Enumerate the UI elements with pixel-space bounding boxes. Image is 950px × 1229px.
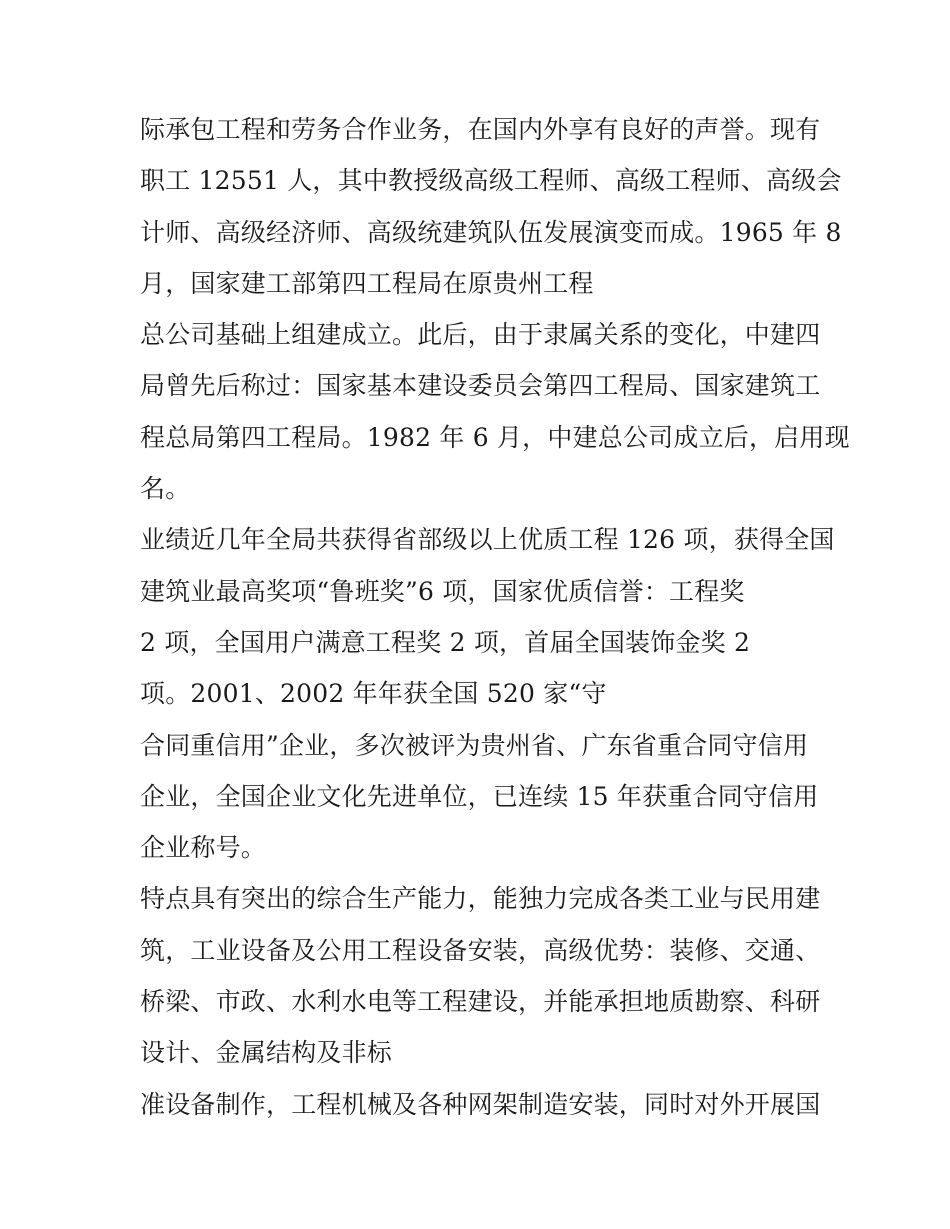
text-line: 业绩近几年全局共获得省部级以上优质工程 126 项，获得全国 bbox=[140, 525, 835, 555]
text-line: 合同重信用”企业，多次被评为贵州省、广东省重合同守信用 bbox=[140, 730, 809, 760]
text-line: 际承包工程和劳务合作业务，在国内外享有良好的声誉。现有 bbox=[140, 115, 821, 144]
text-line: 企业称号。 bbox=[140, 833, 267, 863]
text-line: 企业，全国企业文化先进单位，已连续 15 年获重合同守信用 bbox=[140, 781, 819, 811]
text-line: 局曾先后称过：国家基本建设委员会第四工程局、国家建筑工 bbox=[140, 371, 821, 401]
text-line: 项。2001、2002 年年获全国 520 家“守 bbox=[140, 679, 607, 709]
text-line: 特点具有突出的综合生产能力，能独力完成各类工业与民用建 bbox=[140, 884, 821, 914]
text-line: 程总局第四工程局。1982 年 6 月，中建总公司成立后，启用现 bbox=[140, 422, 850, 452]
text-line: 建筑业最高奖项“鲁班奖”6 项，国家优质信誉：工程奖 bbox=[140, 576, 745, 606]
text-line: 设计、金属结构及非标 bbox=[140, 1038, 393, 1068]
text-line: 2 项，全国用户满意工程奖 2 项，首届全国装饰金奖 2 bbox=[140, 627, 751, 657]
text-line: 桥梁、市政、水利水电等工程建设，并能承担地质勘察、科研 bbox=[140, 987, 821, 1017]
text-line: 筑，工业设备及公用工程设备安装，高级优势：装修、交通、 bbox=[140, 935, 821, 965]
body-text bbox=[140, 104, 850, 1130]
text-line: 计师、高级经济师、高级统建筑队伍发展演变而成。1965 年 8 bbox=[140, 217, 842, 247]
text-line: 准设备制作，工程机械及各种网架制造安装，同时对外开展国 bbox=[140, 1089, 821, 1119]
text-line: 总公司基础上组建成立。此后，由于隶属关系的变化，中建四 bbox=[140, 320, 821, 350]
text-line: 职工 12551 人，其中教授级高级工程师、高级工程师、高级会 bbox=[140, 166, 842, 196]
text-line: 名。 bbox=[140, 474, 191, 504]
text-line: 月，国家建工部第四工程局在原贵州工程 bbox=[140, 268, 594, 298]
